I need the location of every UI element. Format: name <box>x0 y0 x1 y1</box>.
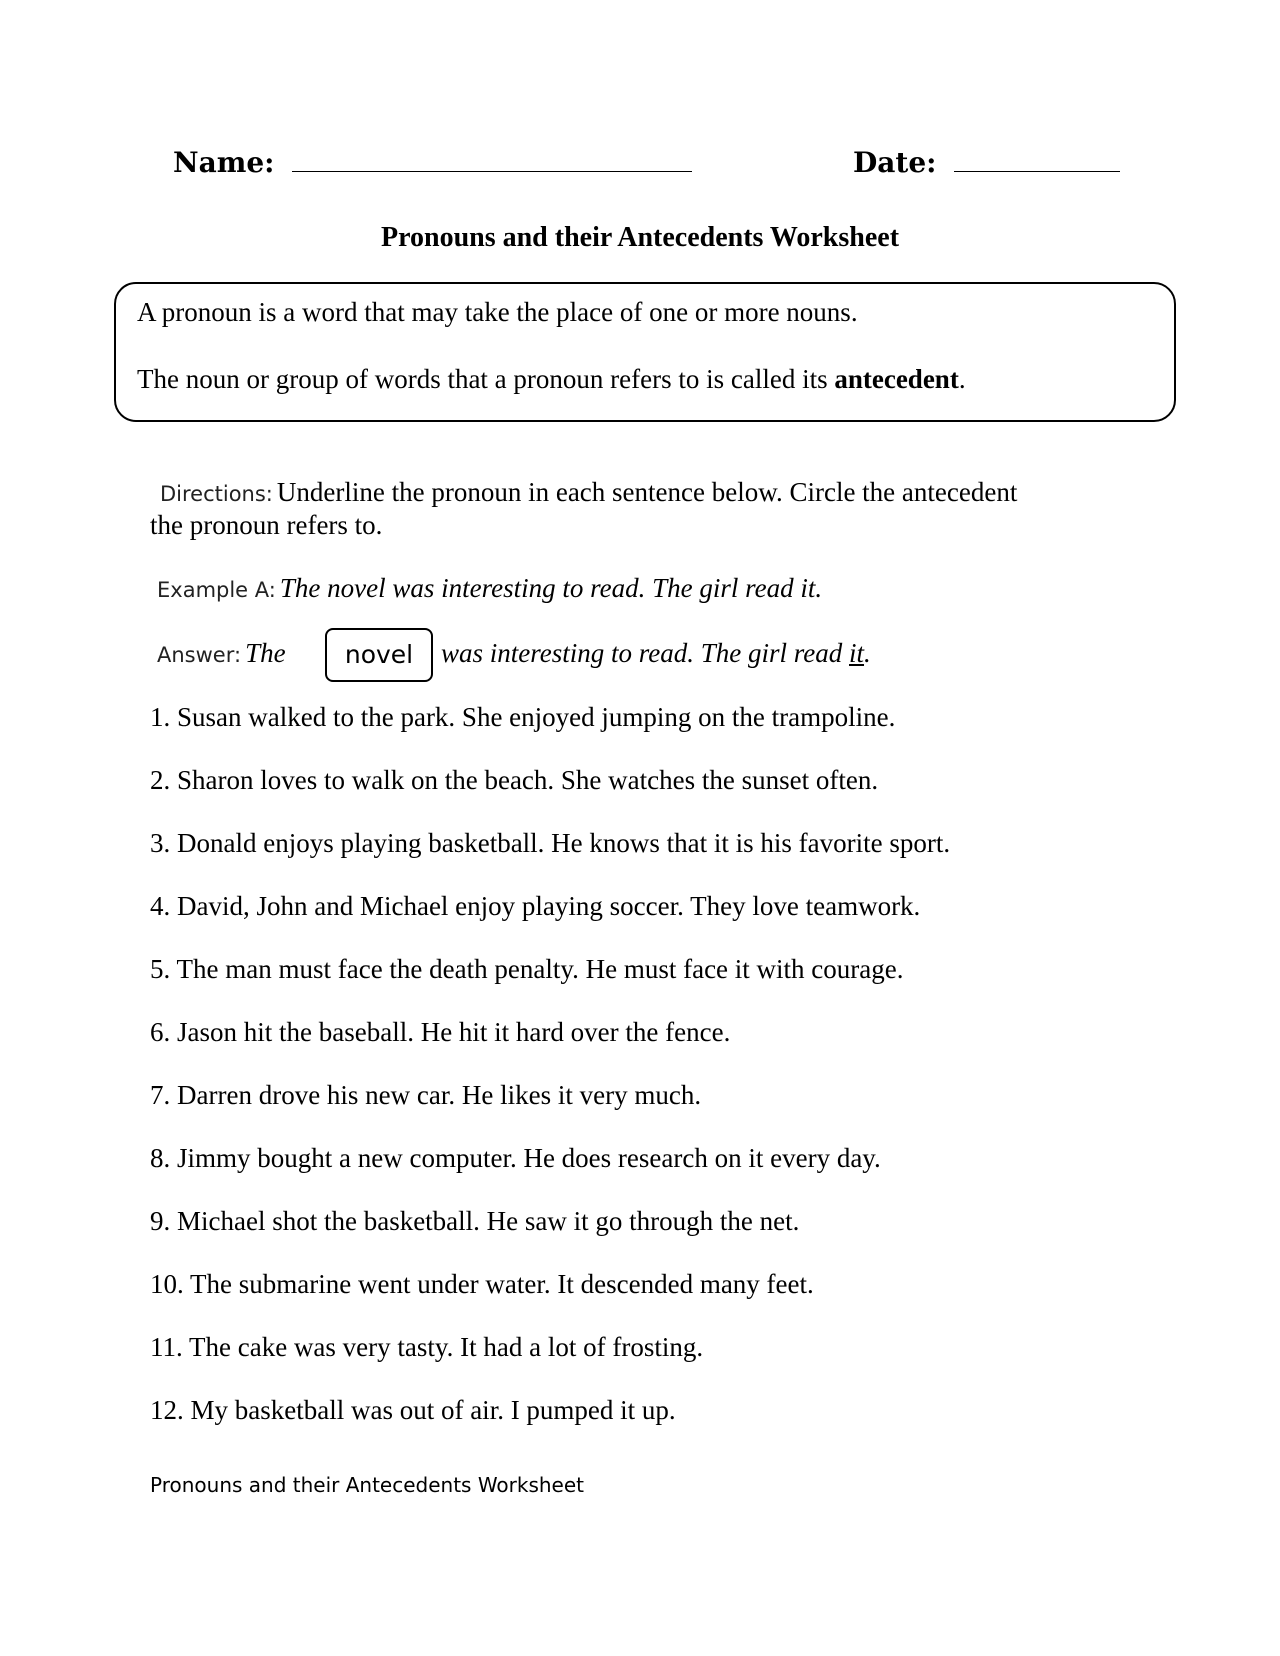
answer-middle: was interesting to read. The girl read <box>441 638 849 668</box>
answer-row-left <box>157 638 286 669</box>
question-7: 7. Darren drove his new car. He likes it very much. <box>150 1080 702 1110</box>
circled-antecedent: novel <box>325 628 433 682</box>
question-11: 11. The cake was very tasty. It had a lot of frosting. <box>150 1332 704 1362</box>
question-10: 10. The submarine went under water. It descended many feet. <box>150 1269 814 1299</box>
antecedent-term: antecedent <box>834 364 959 394</box>
directions-label: Directions: <box>160 482 273 506</box>
directions-line-2: the pronoun refers to. <box>150 510 383 540</box>
question-8: 8. Jimmy bought a new computer. He does research on it every day. <box>150 1143 881 1173</box>
example-row <box>157 573 822 604</box>
example-text: The novel was interesting to read. The girl read it. <box>279 573 823 603</box>
question-6: 6. Jason hit the baseball. He hit it hard over the fence. <box>150 1017 731 1047</box>
question-3: 3. Donald enjoys playing basketball. He knows that it is his favorite sport. <box>150 828 951 858</box>
example-label: Example A: <box>157 578 276 602</box>
directions-line-1 <box>160 477 1017 508</box>
question-2: 2. Sharon loves to walk on the beach. She watches the sunset often. <box>150 765 879 795</box>
name-label-row <box>173 146 692 179</box>
question-12: 12. My basketball was out of air. I pumped it up. <box>150 1395 676 1425</box>
definition-line-2-text: The noun or group of words that a pronoun refers to is called its <box>137 364 835 394</box>
date-label: Date: <box>853 146 937 179</box>
question-9: 9. Michael shot the basketball. He saw it go through the net. <box>150 1206 800 1236</box>
directions-text-1: Underline the pronoun in each sentence below. Circle the antecedent <box>276 477 1018 507</box>
answer-label: Answer: <box>157 643 242 667</box>
definition-line-2 <box>137 364 966 395</box>
page-footer: Pronouns and their Antecedents Worksheet <box>150 1473 585 1497</box>
date-field[interactable] <box>954 147 1120 172</box>
answer-row-right <box>441 638 871 669</box>
answer-end: . <box>864 638 871 668</box>
underlined-pronoun: it <box>849 638 865 668</box>
question-1: 1. Susan walked to the park. She enjoyed jumping on the trampoline. <box>150 702 896 732</box>
worksheet-title: Pronouns and their Antecedents Worksheet <box>380 222 900 253</box>
name-field[interactable] <box>292 147 692 172</box>
definition-line-1: A pronoun is a word that may take the place of one or more nouns. <box>137 297 858 327</box>
question-4: 4. David, John and Michael enjoy playing soccer. They love teamwork. <box>150 891 921 921</box>
answer-before: The <box>245 638 286 668</box>
definition-period: . <box>958 364 966 394</box>
name-label: Name: <box>173 146 275 179</box>
date-label-row <box>853 146 1120 179</box>
question-5: 5. The man must face the death penalty. He must face it with courage. <box>150 954 904 984</box>
